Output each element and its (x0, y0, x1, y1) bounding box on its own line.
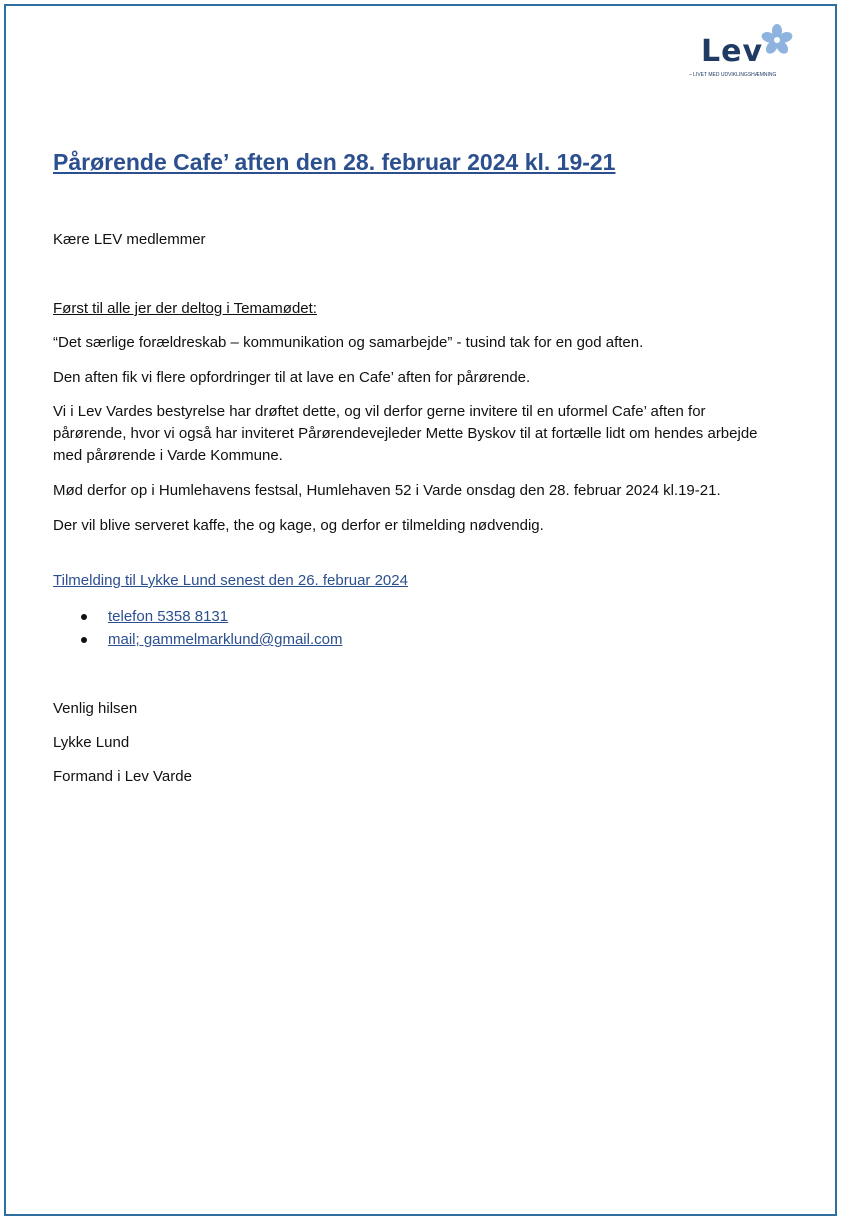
page-title: Pårørende Cafe’ aften den 28. februar 2024 kl. 19-21 (53, 149, 616, 175)
invite-paragraph-line: Vi i Lev Vardes bestyrelse har drøftet dette, og vil derfor gerne invitere til en uformel Cafe’ aften for (53, 403, 706, 420)
requests-paragraph: Den aften fik vi flere opfordringer til at lave en Cafe’ aften for pårørende. (53, 369, 531, 386)
signer-name: Lykke Lund (53, 734, 130, 751)
lev-logo (689, 22, 799, 82)
invite-paragraph-line: med pårørende i Varde Kommune. (53, 447, 283, 464)
closing-regards: Venlig hilsen (53, 700, 138, 717)
bullet-dot (81, 637, 87, 643)
intro-heading: Først til alle jer der deltog i Temamødet: (53, 300, 317, 317)
invite-paragraph-line: pårørende, hvor vi også har inviteret Pårørendevejleder Mette Byskov til at fortælle lidt om hendes arbejde (53, 425, 758, 442)
served-paragraph: Der vil blive serveret kaffe, the og kage, og derfor er tilmelding nødvendig. (53, 517, 544, 534)
phone-link[interactable]: telefon 5358 8131 (108, 608, 229, 625)
email-link[interactable]: mail; gammelmarklund@gmail.com (108, 631, 343, 648)
flower-icon (761, 24, 793, 56)
logo-wordmark: Lev (701, 34, 764, 69)
logo-tagline: – LIVET MED UDVIKLINGSHÆMNING (689, 72, 777, 78)
signup-heading-link[interactable]: Tilmelding til Lykke Lund senest den 26. februar 2024 (53, 572, 408, 589)
thanks-paragraph: “Det særlige forældreskab – kommunikation og samarbejde” - tusind tak for en god aften. (53, 334, 644, 351)
meet-paragraph: Mød derfor op i Humlehavens festsal, Humlehaven 52 i Varde onsdag den 28. februar 2024 kl.19-21. (53, 482, 721, 499)
signer-role: Formand i Lev Varde (53, 768, 192, 785)
greeting: Kære LEV medlemmer (53, 231, 206, 248)
bullet-dot (81, 614, 87, 620)
